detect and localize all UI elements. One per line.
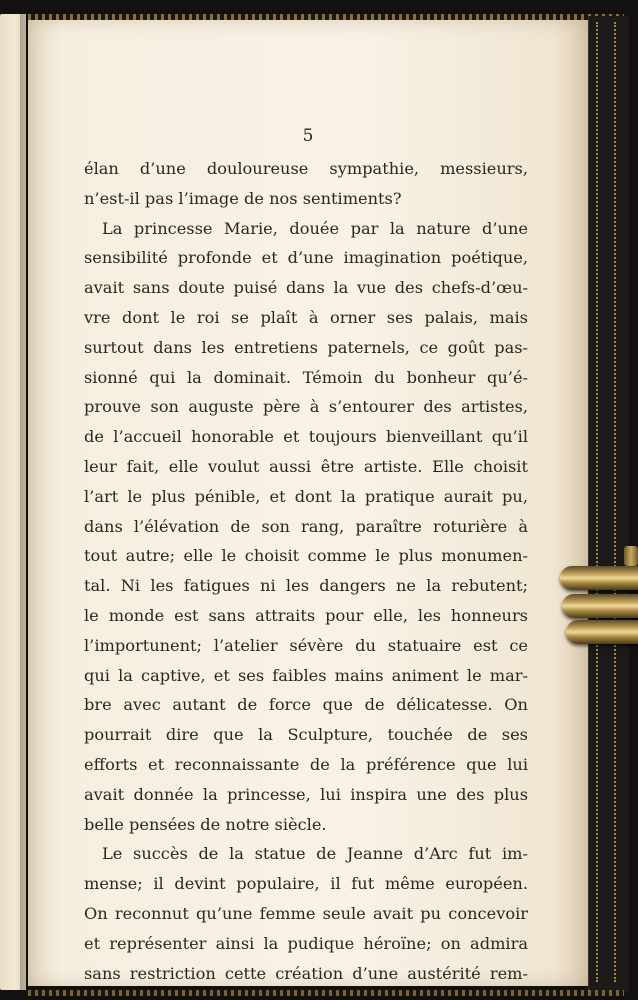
text-line: belle pensées de notre siècle. <box>84 814 327 834</box>
text-line: On reconnut qu’une femme seule avait pu concevoir <box>84 903 528 923</box>
text-line: dans l’élévation de son rang, paraître roturière à <box>84 516 528 536</box>
clasp-bar <box>566 620 638 644</box>
text-line: sans restriction cette création d’une austérité rem- <box>84 963 528 983</box>
text-line: pourrait dire que la Sculpture, touchée de ses <box>84 725 528 745</box>
text-line: n’est-il pas l’image de nos sentiments? <box>84 188 402 208</box>
text-line: élan d’une douloureuse sympathie, messieurs, <box>84 159 528 178</box>
text-line: tal. Ni les fatigues ni les dangers ne la rebutent; <box>84 576 528 596</box>
clasp-bar <box>562 594 638 618</box>
text-line: de l’accueil honorable et toujours bienveillant qu’il <box>84 427 528 447</box>
text-line: avait sans doute puisé dans la vue des chefs-d’œu- <box>84 278 528 298</box>
text-line: La princesse Marie, douée par la nature d’une <box>102 218 528 238</box>
text-line: et représenter ainsi la pudique héroïne; on admira <box>84 933 528 953</box>
text-line: Le succès de la statue de Jeanne d’Arc fut im- <box>102 844 528 864</box>
page-number: 5 <box>302 126 314 146</box>
text-line: l’art le plus pénible, et dont la pratique aurait pu, <box>84 486 528 506</box>
text-line: leur fait, elle voulut aussi être artiste. Elle choisit <box>84 456 528 476</box>
text-line: mense; il devint populaire, il fut même européen. <box>84 874 528 894</box>
text-line: avait donnée la princesse, lui inspira une des plus <box>84 784 528 804</box>
clasp-hinge <box>624 546 638 566</box>
text-line: efforts et reconnaissante de la préférence que lui <box>84 754 528 774</box>
text-line: qui la captive, et ses faibles mains animent le mar- <box>84 665 528 685</box>
text-line: bre avec autant de force que de délicatesse. On <box>84 695 528 715</box>
gilt-border-decoration <box>596 22 616 982</box>
text-line: le monde est sans attraits pour elle, les honneurs <box>84 605 528 625</box>
gilt-edge-bottom <box>28 990 624 996</box>
text-line: sensibilité profonde et d’une imagination poétique, <box>84 248 528 268</box>
clasp-bar <box>560 566 638 590</box>
text-line: sionné qui la dominait. Témoin du bonheur qu’é- <box>84 367 528 387</box>
text-line: prouve son auguste père à s’entourer des artistes, <box>84 397 528 417</box>
brass-clasp <box>560 558 638 650</box>
text-line: surtout dans les entretiens paternels, ce goût pas- <box>84 337 528 357</box>
text-line: vre dont le roi se plaît à orner ses palais, mais <box>84 307 528 327</box>
book-page <box>28 20 588 986</box>
page-text <box>84 154 528 988</box>
text-line: tout autre; elle le choisit comme le plus monumen- <box>84 546 528 566</box>
text-line: l’importunent; l’atelier sévère du statuaire est ce <box>84 635 528 655</box>
